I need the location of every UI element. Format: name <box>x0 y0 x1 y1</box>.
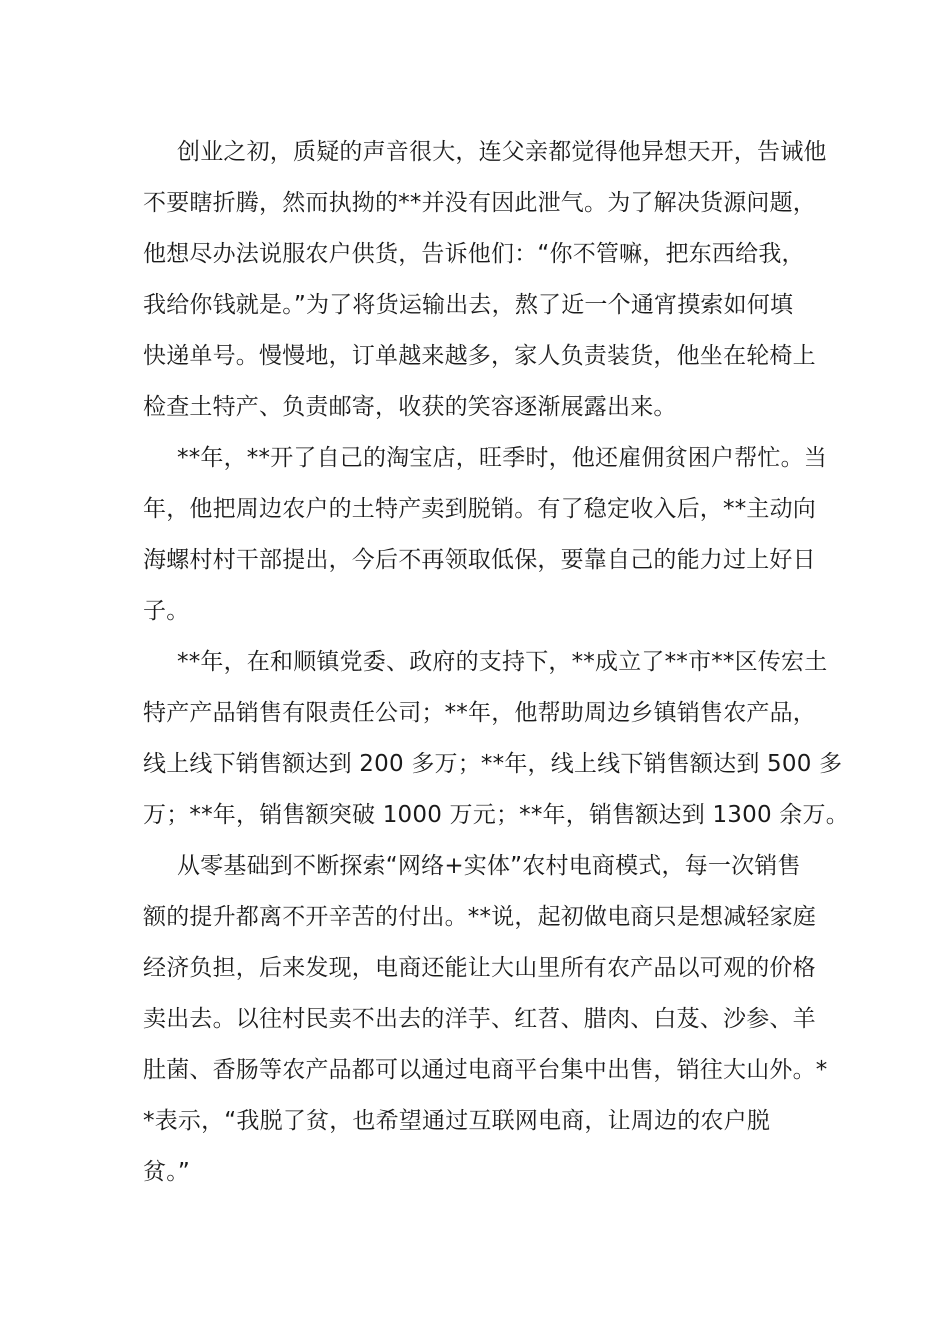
paragraph-line: 检查土特产、负责邮寄，收获的笑容逐渐展露出来。 <box>143 394 677 420</box>
paragraph-line: 肚菌、香肠等农产品都可以通过电商平台集中出售，销往大山外。* <box>143 1057 828 1083</box>
paragraph-line: **年，**开了自己的淘宝店，旺季时，他还雇佣贫困户帮忙。当 <box>177 445 827 471</box>
paragraph-line: 额的提升都离不开辛苦的付出。**说，起初做电商只是想减轻家庭 <box>143 904 816 930</box>
document-body <box>143 127 849 1198</box>
paragraph-line: 创业之初，质疑的声音很大，连父亲都觉得他异想天开，告诫他 <box>177 139 827 165</box>
paragraph-line: 快递单号。慢慢地，订单越来越多，家人负责装货，他坐在轮椅上 <box>143 343 816 369</box>
paragraph-1 <box>143 127 827 433</box>
paragraph-line: 从零基础到不断探索“网络+实体”农村电商模式，每一次销售 <box>177 853 801 879</box>
paragraph-2 <box>143 433 827 637</box>
paragraph-line: 万；**年，销售额突破 1000 万元；**年，销售额达到 1300 余万。 <box>143 802 849 828</box>
paragraph-line: 特产产品销售有限责任公司；**年，他帮助周边乡镇销售农产品， <box>143 700 816 726</box>
paragraph-4 <box>143 841 828 1198</box>
paragraph-line: 他想尽办法说服农户供货，告诉他们：“你不管嘛，把东西给我， <box>143 241 805 267</box>
paragraph-line: 不要瞎折腾，然而执拗的**并没有因此泄气。为了解决货源问题， <box>143 190 816 216</box>
paragraph-line: 我给你钱就是。”为了将货运输出去，熬了近一个通宵摸索如何填 <box>143 292 794 318</box>
paragraph-line: 年，他把周边农户的土特产卖到脱销。有了稳定收入后，**主动向 <box>143 496 816 522</box>
paragraph-line: 子。 <box>143 598 190 624</box>
paragraph-line: 贫。” <box>143 1159 191 1185</box>
paragraph-3 <box>143 637 849 841</box>
paragraph-line: *表示，“我脱了贫，也希望通过互联网电商，让周边的农户脱 <box>143 1108 771 1134</box>
paragraph-line: 线上线下销售额达到 200 多万；**年，线上线下销售额达到 500 多 <box>143 751 843 777</box>
paragraph-line: 卖出去。以往村民卖不出去的洋芋、红苕、腊肉、白芨、沙参、羊 <box>143 1006 816 1032</box>
paragraph-line: 海螺村村干部提出，今后不再领取低保，要靠自己的能力过上好日 <box>143 547 816 573</box>
paragraph-line: 经济负担，后来发现，电商还能让大山里所有农产品以可观的价格 <box>143 955 816 981</box>
paragraph-line: **年，在和顺镇党委、政府的支持下，**成立了**市**区传宏土 <box>177 649 828 675</box>
